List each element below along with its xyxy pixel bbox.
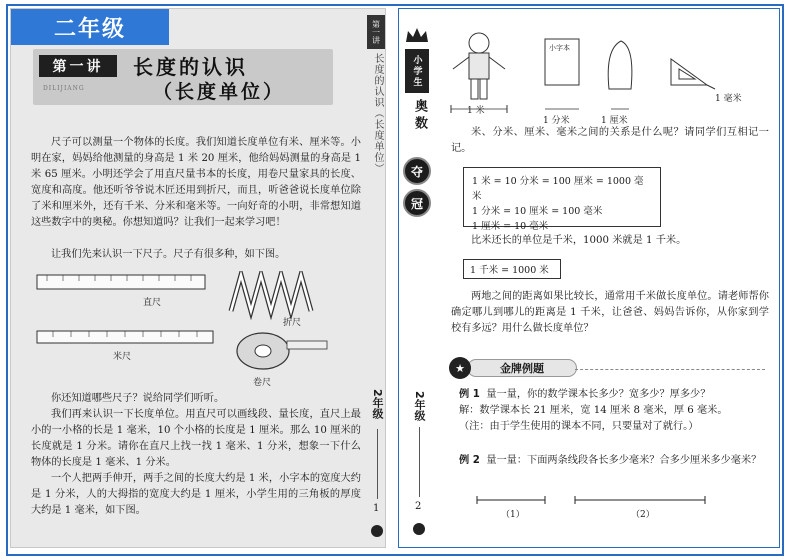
left-bottom-text xyxy=(31,391,361,519)
label-1m: 1 米 xyxy=(467,106,485,116)
conversion-line-2: 1 分米 = 10 厘米 = 100 毫米 xyxy=(472,206,603,217)
right-sidebar xyxy=(399,9,435,549)
example-2-question: 量一量：下面两条线段各长多少毫米？合多少厘米多少毫米？ xyxy=(486,455,762,466)
lecture-title-block xyxy=(33,49,333,105)
vertical-lecture-tab: 第一讲 xyxy=(367,15,385,49)
conversion-line-1: 1 米 = 10 分米 = 100 厘米 = 1000 毫米 xyxy=(472,176,644,202)
rulers-svg xyxy=(33,271,363,391)
medal-icon-1: 夺 xyxy=(403,157,431,185)
example-2-label: 例 2 xyxy=(459,455,480,466)
thumb xyxy=(608,41,632,89)
label-1cm: 1 厘米 xyxy=(601,116,628,126)
straight-ruler-label: 直尺 xyxy=(143,298,162,308)
side-grade-left: 2年级 xyxy=(371,389,384,419)
lecture-tag: 第一讲 xyxy=(39,55,117,77)
medal-icon-2: 冠 xyxy=(403,189,431,217)
question-paragraph: 你还知道哪些尺子？说给同学们听听。 xyxy=(51,393,225,404)
label-notebook: 小字本 xyxy=(549,44,570,52)
gold-examples-title: 金牌例题 xyxy=(467,359,577,377)
distance-paragraph: 两地之间的距离如果比较长，通常用千米做长度单位。请老师帮你确定哪儿到哪儿的距离是 1 千米，让爸爸、妈妈告诉你，从你家到学校有多远？用什么做长度单位？ xyxy=(451,291,769,334)
crown-icon xyxy=(405,27,429,43)
conversion-box xyxy=(463,167,661,232)
segment-2-label: （2） xyxy=(631,510,655,520)
gold-medal-icon: ★ xyxy=(449,357,471,379)
straight-ruler xyxy=(37,275,205,289)
series-name: 奥数 xyxy=(412,99,427,133)
segments-area xyxy=(475,493,765,523)
folding-ruler-label: 折尺 xyxy=(283,318,302,328)
segment-1-label: （1） xyxy=(501,510,525,520)
conversion-line-3: 1 厘米 = 10 毫米 xyxy=(472,221,549,232)
example-1 xyxy=(459,387,769,435)
label-1dm: 1 分米 xyxy=(543,116,570,126)
example-1-solution: 解：数学课本长 21 厘米，宽 14 厘米 8 毫米，厚 6 毫米。 xyxy=(459,405,728,416)
side-line-left xyxy=(377,429,378,499)
page-dot-left xyxy=(371,525,383,537)
segments-svg xyxy=(475,494,765,508)
example-1-note: （注：由于学生使用的课本不同，只要量对了就行。） xyxy=(459,421,699,432)
unit-illustrations-svg xyxy=(439,29,769,121)
estimation-paragraph: 一个人把两手伸开，两手之间的长度大约是 1 米，小字本的宽度大约是 1 分米，人的大拇指的宽度大约是 1 厘米，小学生用的三角板的厚度大约是 1 毫米，如下图。 xyxy=(31,473,361,516)
meter-ruler-label: 米尺 xyxy=(113,352,132,362)
gold-divider xyxy=(575,369,765,370)
km-intro: 比米还长的单位是千米，1000 米就是 1 千米。 xyxy=(471,235,687,246)
series-tab: 小学生 xyxy=(405,49,429,93)
relation-question: 米、分米、厘米、毫米之间的关系是什么呢？请同学们互相记一记。 xyxy=(451,127,769,154)
grade-banner: 二年级 xyxy=(11,9,169,45)
km-box: 1 千米 = 1000 米 xyxy=(463,259,561,279)
page-number-right: 2 xyxy=(415,501,422,512)
left-page xyxy=(10,8,386,548)
lecture-title: 长度的认识 xyxy=(133,55,248,79)
page-number-left: 1 xyxy=(373,503,380,514)
lecture-title-small: DILIJIANG xyxy=(43,85,85,92)
vertical-title: 长度的认识（长度单位） xyxy=(372,53,383,174)
rulers-intro: 让我们先来认识一下尺子。尺子有很多种，如下图。 xyxy=(51,249,286,260)
side-grade-right: 2年级 xyxy=(413,391,426,421)
tape-measure-label: 卷尺 xyxy=(253,378,272,388)
example-2 xyxy=(459,453,769,469)
intro-paragraph: 尺子可以测量一个物体的长度。我们知道长度单位有米、厘米等。小明在家，妈妈给他测量的身高是 1 米 20 厘米，他给妈妈测量的身高是 1 米 65 厘米。小明还学会了用直尺量书本的长度，用卷尺量家具的长度、宽度和高度。他还听爷爷说木匠还用到折尺，而且，听爸爸说长度单位除了米和厘米外，还有千米、分米和毫米等。一向好奇的小明，非常想知道这些数字中的奥秘。你想知道吗？让我们一起来学习吧！ xyxy=(31,137,361,228)
side-line-right xyxy=(419,427,420,497)
unit-illustrations xyxy=(439,29,769,126)
units-paragraph: 我们再来认识一下长度单位。用直尺可以画线段、量长度，直尺上最小的一小格的长是 1 毫米，10 个小格的长度是 1 厘米。那么 10 厘米的长度就是 1 分米。请你在直尺上找一找 1 毫米、1 分米，想象一下什么物体的长度是 1 毫米、1 分米。 xyxy=(31,409,361,468)
example-1-label: 例 1 xyxy=(459,389,480,400)
right-page xyxy=(398,8,780,548)
rulers-illustration xyxy=(33,271,363,391)
label-1mm: 1 毫米 xyxy=(715,94,742,104)
boy-figure xyxy=(453,33,505,99)
page-dot-right xyxy=(413,523,425,535)
triangle-ruler xyxy=(671,59,707,85)
lecture-subtitle: （长度单位） xyxy=(153,81,286,103)
example-1-question: 量一量，你的数学课本长多少？宽多少？厚多少？ xyxy=(486,389,711,400)
